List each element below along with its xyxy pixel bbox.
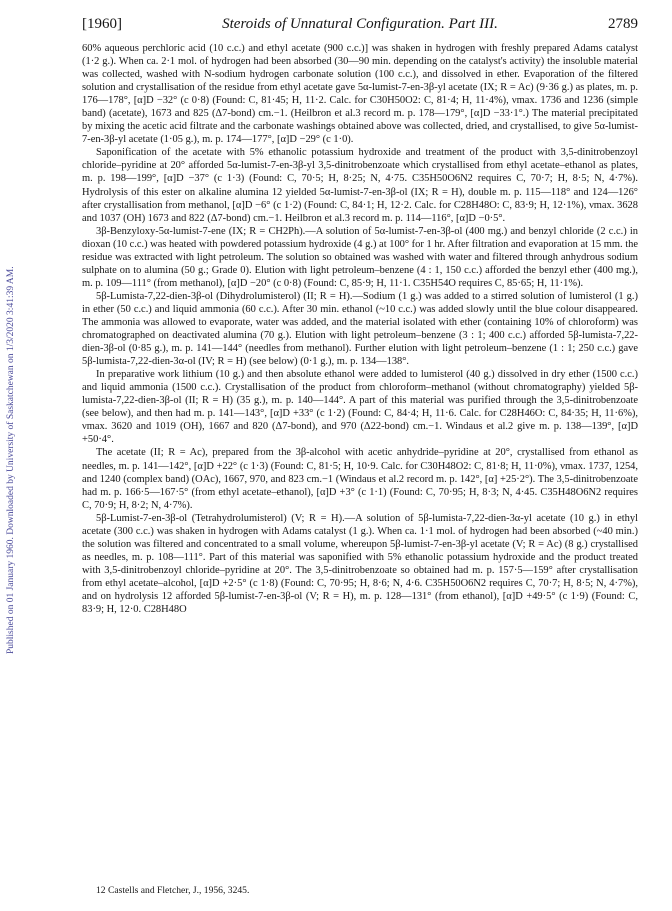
paragraph-6: The acetate (II; R = Ac), prepared from the 3β-alcohol with acetic anhydride–pyridine at 20°, crystallised from ethanol as needles, m. p. 141—142°, [α]D +22° (c 1·3) (Found: C, 81·5; H, 10·9. Calc. for C30H48O2: C, 81·8; H, 11·0%), νmax. 1737, 1254, and 1240 (complex band) (OAc), 1667, 970, and 823 cm.−1 (Windaus et al.2 record m. p. 142°, [α] +25·2°). The 3,5-dinitrobenzoate had m. p. 166·5—167·5° (from ethyl acetate–ethanol), [α]D +3° (c 1·1) (Found: C, 70·95; H, 8·3; N, 4·45. C35H48O6N2 requires C, 70·9; H, 8·2; N, 4·7%).	[82, 447, 638, 511]
paragraph-1: 60% aqueous perchloric acid (10 c.c.) and ethyl acetate (900 c.c.)] was shaken in hydrogen with freshly prepared Adams catalyst (1·2 g.). When ca. 2·1 mol. of hydrogen had been absorbed (30—90 min. depending on the catalyst's activity) the insoluble material was collected, washed with N-sodium hydrogen carbonate solution (100 c.c.), and dissolved in ether. Evaporation of the filtered solution and crystallisation of the residue from ethyl acetate gave 5α-lumist-7-en-3β-yl acetate (IX; R = Ac) (9·36 g.) as plates, m. p. 176—178°, [α]D −32° (c 0·8) (Found: C, 81·45; H, 11·2. Calc. for C30H50O2: C, 81·4; H, 11·4%), νmax. 1736 and 1236 (simple band) (acetate), 1673 and 825 (Δ7-bond) cm.−1. (Heilbron et al.3 record m. p. 178—179°, [α]D −33·1°.) The material precipitated by mixing the acetic acid filtrate and the carbonate washings obtained above was collected, dried, and crystallised, to give 5α-lumist-7-en-3β-yl acetate (1·05 g.), m. p. 174—177°, [α]D −29° (c 1·0).	[82, 43, 638, 146]
header-title: Steroids of Unnatural Configuration. Part III.	[222, 16, 498, 32]
footnote: 12 Castells and Fletcher, J., 1956, 3245.	[96, 885, 250, 896]
paragraph-4: 5β-Lumista-7,22-dien-3β-ol (Dihydrolumisterol) (II; R = H).—Sodium (1 g.) was added to a stirred solution of lumisterol (1 g.) in ether (50 c.c.) and liquid ammonia (60 c.c.). After 30 min. ethanol (~10 c.c.) was added slowly until the blue colour disappeared. The ammonia was allowed to evaporate, water was added, and the material isolated with ether (containing 10% of chloroform) was chromatographed on deactivated alumina (70 g.). Elution with light petroleum–benzene (3 : 1; 400 c.c.) afforded 5β-lumista-7,22-dien-3β-ol (0·85 g.), m. p. 141—144° (needles from methanol). Further elution with light petroleum–benzene (1 : 1; 250 c.c.) gave 5β-lumista-7,22-dien-3α-ol (IV; R = H) (see below) (0·1 g.), m. p. 134—138°.	[82, 290, 638, 368]
article-body	[82, 42, 638, 616]
publication-side-note: Published on 01 January 1960. Downloaded by University of Saskatchewan on 1/3/2020 3:41:39 AM.	[6, 266, 16, 654]
header-year: [1960]	[82, 16, 122, 32]
paragraph-2: Saponification of the acetate with 5% ethanolic potassium hydroxide and treatment of the product with 3,5-dinitrobenzoyl chloride–pyridine at 20° afforded 5α-lumist-7-en-3β-yl 3,5-dinitrobenzoate which crystallised from ethyl acetate–ethanol as plates, m. p. 198—199°, [α]D −37° (c 1·3) (Found: C, 70·5; H, 8·25; N, 4·75. C35H50O6N2 requires C, 70·7; H, 8·5; N, 4·7%). Hydrolysis of this ester on alkaline alumina 12 yielded 5α-lumist-7-en-3β-ol (IX; R = H), double m. p. 115—118° and 124—126° after crystallisation from methanol, [α]D −6° (c 1·2) (Found: C, 84·1; H, 12·2. Calc. for C28H48O: C, 83·9; H, 12·1%), νmax. 3628 and 1037 (OH) 1673 and 822 (Δ7-bond) cm.−1. Heilbron et al.3 record m. p. 114—116°, [α]D −0·5°.	[82, 147, 638, 224]
header-page-number: 2789	[608, 16, 638, 32]
paragraph-7: 5β-Lumist-7-en-3β-ol (Tetrahydrolumisterol) (V; R = H).—A solution of 5β-lumista-7,22-dien-3α-yl acetate (10 g.) in ethyl acetate (300 c.c.) was shaken in hydrogen with Adams catalyst (1 g.). When ca. 1·1 mol. of hydrogen had been absorbed (~40 min.) the solution was filtered and concentrated to a small volume, whereupon 5β-lumist-7-en-3β-yl acetate (V; R = Ac) (8 g.) crystallised as needles, m. p. 108—111°. Part of this material was saponified with 5% ethanolic potassium hydroxide and the product treated with 3,5-dinitrobenzoyl chloride–pyridine at 20°. The 3,5-dinitrobenzoate so obtained had m. p. 157·5—159° after crystallisation from ethyl acetate–alcohol, [α]D +2·5° (c 1·8) (Found: C, 70·95; H, 8·6; N, 4·6. C35H50O6N2 requires C, 70·7; H, 8·5; N, 4·7%), and on hydrolysis 12 afforded 5β-lumist-7-en-3β-ol (V; R = H), m. p. 128—131° (from ethanol), [α]D +49·5° (c 1·9) (Found: C, 83·9; H, 12·0. C28H48O	[82, 512, 638, 616]
paragraph-5: In preparative work lithium (10 g.) and then absolute ethanol were added to lumisterol (40 g.) dissolved in dry ether (1500 c.c.) and liquid ammonia (1500 c.c.). Crystallisation of the product from chloroform–methanol (without chromatography) yielded 5β-lumista-7,22-dien-3β-ol (II; R = H) (35 g.), m. p. 140—144°. A part of this material was purified through the 3,5-dinitrobenzoate (see below), and then had m. p. 141—143°, [α]D +33° (c 1·2) (Found: C, 84·4; H, 11·6. Calc. for C28H46O: C, 84·35; H, 11·6%), νmax. 3620 and 1019 (OH), 1667 and 820 (Δ7-bond), and 970 (Δ22-bond) cm.−1. Windaus et al.2 give m. p. 138—139°, [α]D +50·4°.	[82, 369, 638, 446]
paragraph-3: 3β-Benzyloxy-5α-lumist-7-ene (IX; R = CH2Ph).—A solution of 5α-lumist-7-en-3β-ol (400 mg.) and benzyl chloride (2 c.c.) in dioxan (10 c.c.) was heated with powdered potassium hydroxide (4 g.) at 100° for 1 hr. After filtration and evaporation at 15 mm. the residue was extracted with light petroleum. The solution so obtained was washed with water and filtered through anhydrous sodium sulphate on to alumina (50 g.; Grade 0). Elution with light petroleum–benzene (4 : 1, 150 c.c.) afforded the benzyl ether (400 mg.), m. p. 109—111° (from methanol), [α]D −20° (c 0·8) (Found: C, 85·9; H, 11·1. C35H54O requires C, 85·65; H, 11·1%).	[82, 225, 638, 289]
running-header	[82, 14, 638, 34]
